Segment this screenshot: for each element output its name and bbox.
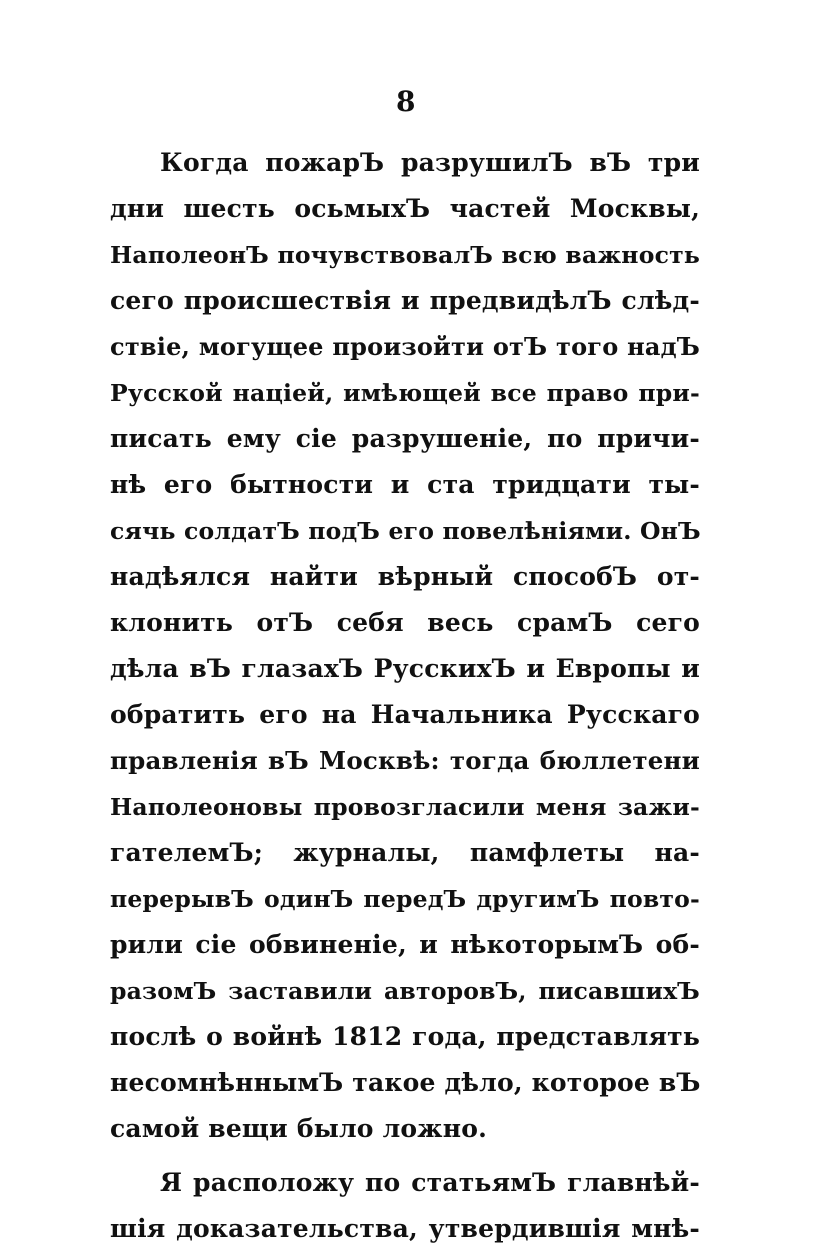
text-line: обратить его на Начальника Русскаго bbox=[110, 700, 700, 729]
text-line: шія доказательства, утвердившія мнѣ- bbox=[110, 1214, 700, 1243]
text-line: рили сіе обвиненіе, и нѣкоторымЪ об- bbox=[110, 930, 700, 959]
paragraph-gap bbox=[110, 1152, 700, 1160]
text-line: Я расположу по статьямЪ главнѣй- bbox=[160, 1168, 700, 1197]
text-line: надѣялся найти вѣрный способЪ от- bbox=[110, 562, 700, 591]
paragraph bbox=[110, 140, 700, 1152]
text-line: клонить отЪ себя весь срамЪ сего bbox=[110, 608, 700, 637]
text-line: дни шесть осьмыхЪ частей Москвы, bbox=[110, 194, 700, 223]
text-line: правленія вЪ Москвѣ: тогда бюллетени bbox=[110, 746, 700, 775]
page-number: 8 bbox=[396, 85, 416, 118]
text-line: несомнѣннымЪ такое дѣло, которое вЪ bbox=[110, 1068, 701, 1097]
text-line: НаполеонЪ почувствовалЪ всю важность bbox=[110, 241, 700, 269]
text-line: перерывЪ одинЪ передЪ другимЪ повто- bbox=[110, 885, 700, 913]
text-line: дѣла вЪ глазахЪ РусскихЪ и Европы и bbox=[110, 654, 700, 683]
text-line: нѣ его бытности и ста тридцати ты- bbox=[110, 470, 700, 499]
text-line: сего происшествія и предвидѣлЪ слѣд- bbox=[110, 286, 700, 315]
paragraph bbox=[110, 1160, 700, 1252]
text-line: разомЪ заставили авторовЪ, писавшихЪ bbox=[110, 977, 700, 1005]
text-line: послѣ о войнѣ 1812 года, представлять bbox=[110, 1022, 700, 1051]
text-line: самой вещи было ложно. bbox=[110, 1114, 487, 1143]
text-line: Русской націей, имѣющей все право при- bbox=[110, 379, 700, 407]
text-line: Когда пожарЪ разрушилЪ вЪ три bbox=[160, 148, 700, 177]
body-text bbox=[110, 140, 700, 1252]
text-line: писать ему сіе разрушеніе, по причи- bbox=[110, 424, 700, 453]
text-line: гателемЪ; журналы, памфлеты на- bbox=[110, 838, 700, 867]
text-line: ствіе, могущее произойти отЪ того надЪ bbox=[110, 332, 700, 361]
text-line: сячь солдатЪ подЪ его повелѣніями. ОнЪ bbox=[110, 517, 701, 545]
text-line: Наполеоновы провозгласили меня зажи- bbox=[110, 793, 700, 821]
